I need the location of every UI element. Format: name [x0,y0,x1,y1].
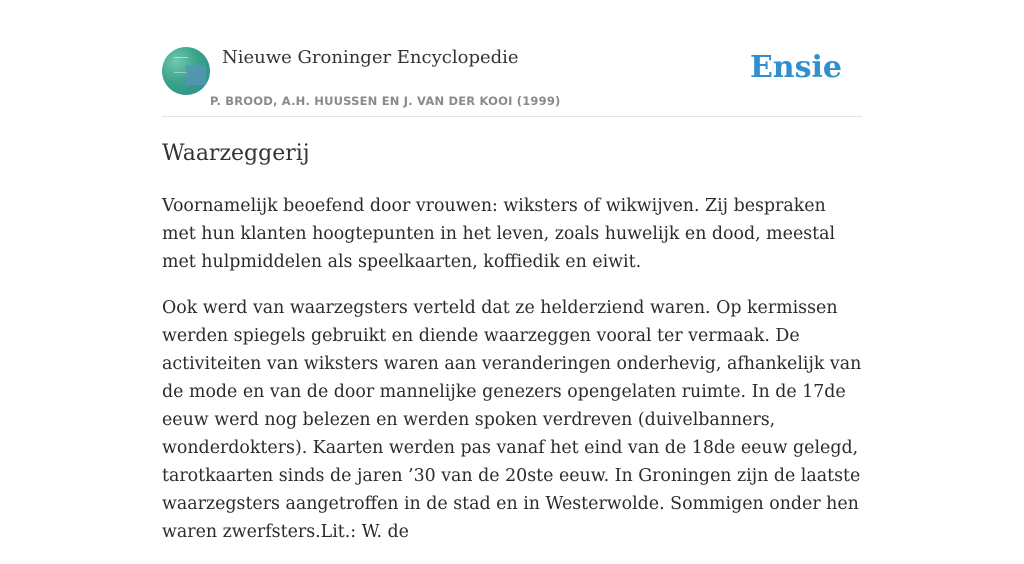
page-container [162,0,862,542]
ensie-logo[interactable]: Ensie [749,50,842,85]
source-authors: P. BROOD, A.H. HUUSSEN EN J. VAN DER KOOI (1999) [210,94,561,108]
cover-block [186,65,206,85]
entry-body [162,192,862,564]
entry-paragraph: Ook werd van waarzegsters verteld dat ze helderziend waren. Op kermissen werden spiegels gebruikt en diende waarzeggen vooral ter vermaak. De activiteiten van wiksters waren aan veranderingen onderhevig, afhankelijk van de mode en van de door mannelijke genezers opengelaten ruimte. In de 17de eeuw werd nog belezen en werden spoken verdreven (duivelbanners, wonderdokters). Kaarten werden pas vanaf het eind van de 18de eeuw gelegd, tarotkaarten sinds de jaren ’30 van de 20ste eeuw. In Groningen zijn de laatste waarzegsters aangetroffen in de stad en in Westerwolde. Sommigen onder hen waren zwerfsters.Lit.: W. de [162,298,862,542]
book-cover-icon[interactable] [162,47,210,95]
source-header [162,0,862,117]
source-title[interactable]: Nieuwe Groninger Encyclopedie [222,47,519,68]
entry-title: Waarzeggerij [162,141,310,166]
entry-paragraph: Voornamelijk beoefend door vrouwen: wiksters of wikwijven. Zij bespraken met hun klanten hoogtepunten in het leven, zoals huwelijk en dood, meestal met hulpmiddelen als speelkaarten, koffiedik en eiwit. [162,196,836,272]
